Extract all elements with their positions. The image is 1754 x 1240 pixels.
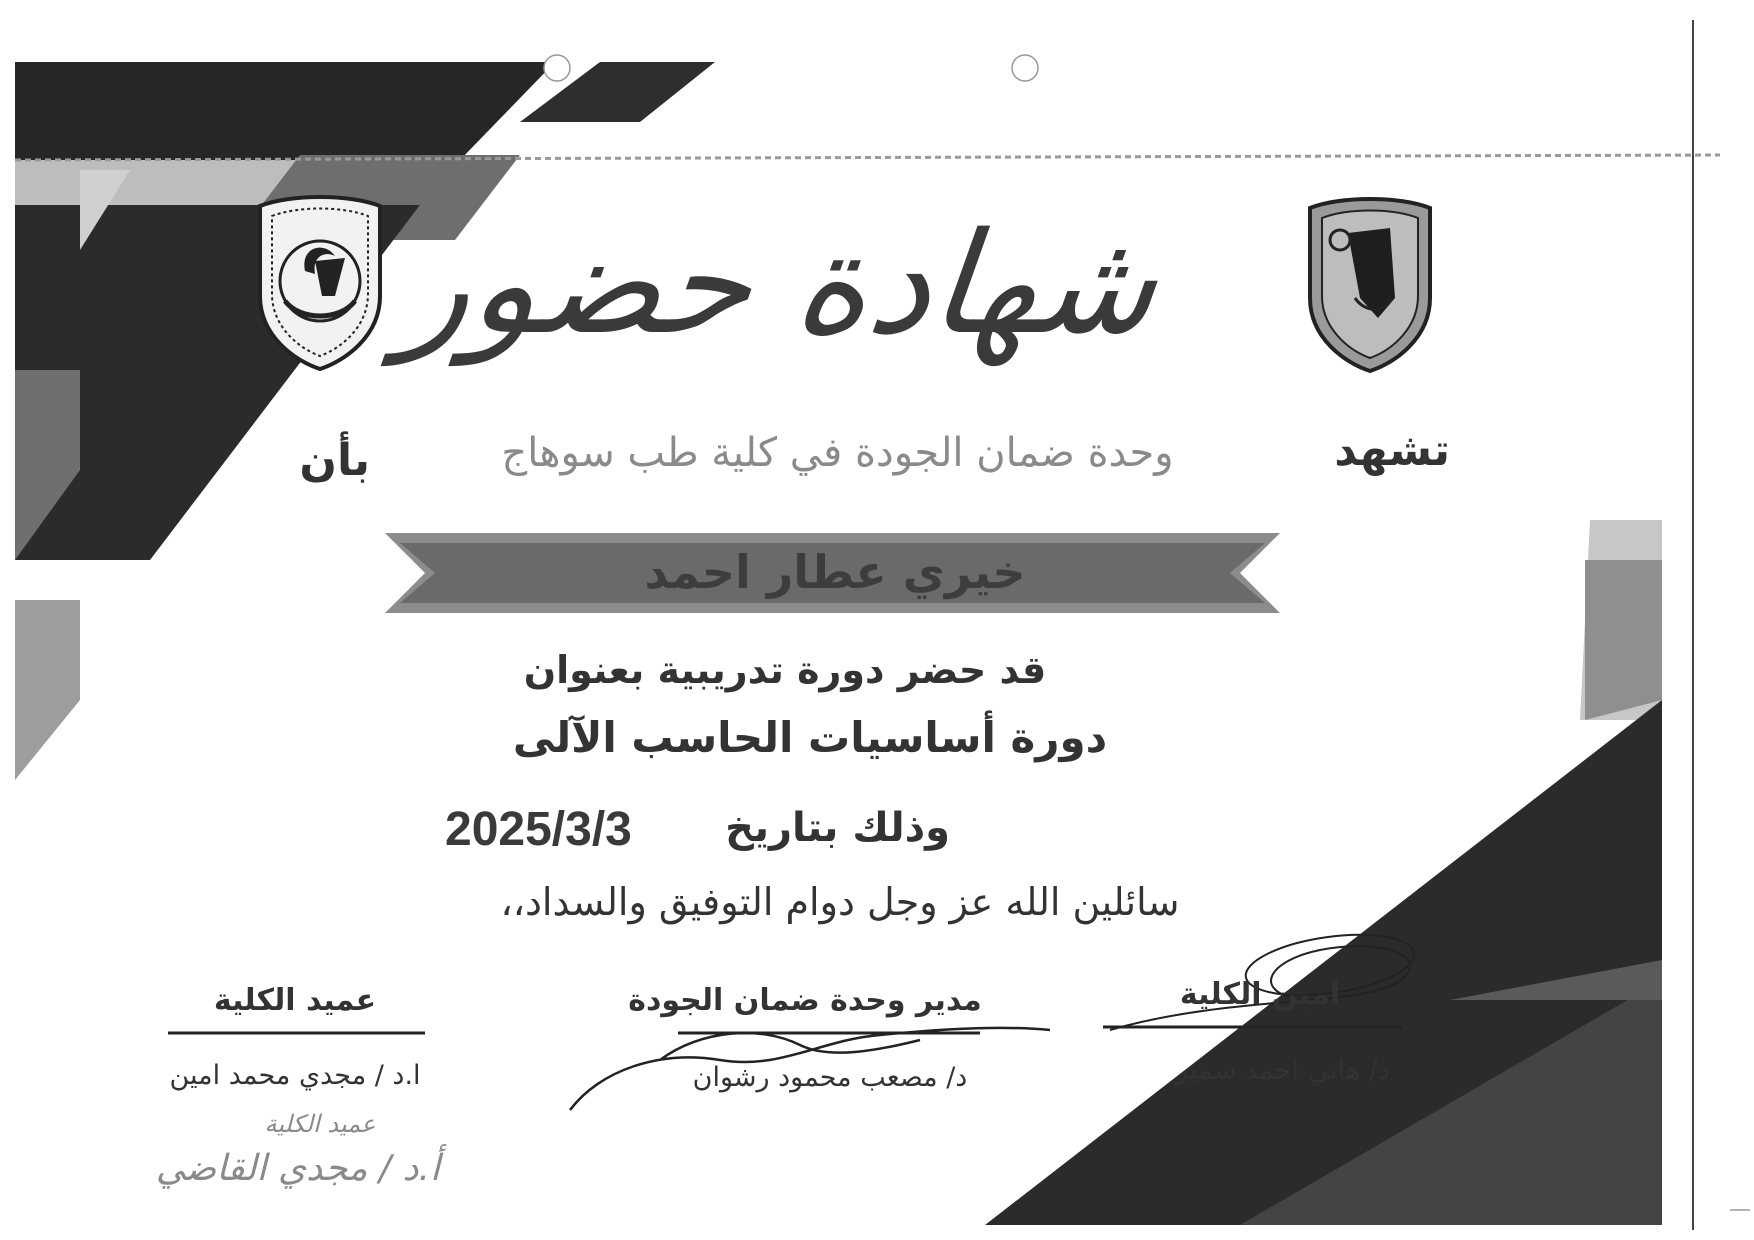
university-seal-icon (1300, 188, 1440, 373)
right-band-mid (1585, 560, 1662, 720)
punch-hole (1012, 55, 1038, 81)
punch-hole (544, 55, 570, 81)
that-word: بأن (299, 435, 370, 486)
quality-director-name: د/ مصعب محمود رشوان (692, 1062, 968, 1093)
course-title: دورة أساسيات الحاسب الآلى (512, 713, 1108, 762)
date-value: 2025/3/3 (445, 803, 632, 856)
dean-stamp-line2: أ.د / مجدي القاضي (155, 1148, 440, 1189)
date-label: وذلك بتاريخ (725, 805, 950, 851)
quality-director-role: مدير وحدة ضمان الجودة (628, 983, 982, 1018)
certificate-title: شهادة حضور (394, 203, 1165, 366)
top-band-dark (15, 62, 555, 160)
attended-line: قد حضر دورة تدريبية بعنوان (523, 648, 1047, 692)
recipient-name: خيري عطار احمد (644, 545, 1026, 599)
closing-prayer: سائلين الله عز وجل دوام التوفيق والسداد،، (500, 880, 1180, 924)
secretary-name: د/ هاني احمد سمير (1175, 1055, 1390, 1086)
faculty-seal-icon (250, 186, 390, 371)
dean-role: عميد الكلية (213, 983, 377, 1018)
dean-stamp-line1: عميد الكلية (264, 1110, 376, 1138)
issuer-text: وحدة ضمان الجودة في كلية طب سوهاج (501, 430, 1174, 476)
left-band-light (15, 600, 80, 780)
dean-name: ا.د / مجدي محمد امين (169, 1060, 421, 1091)
testifies-word: تشهد (1334, 425, 1450, 476)
secretary-role: امين الكلية (1179, 977, 1341, 1012)
